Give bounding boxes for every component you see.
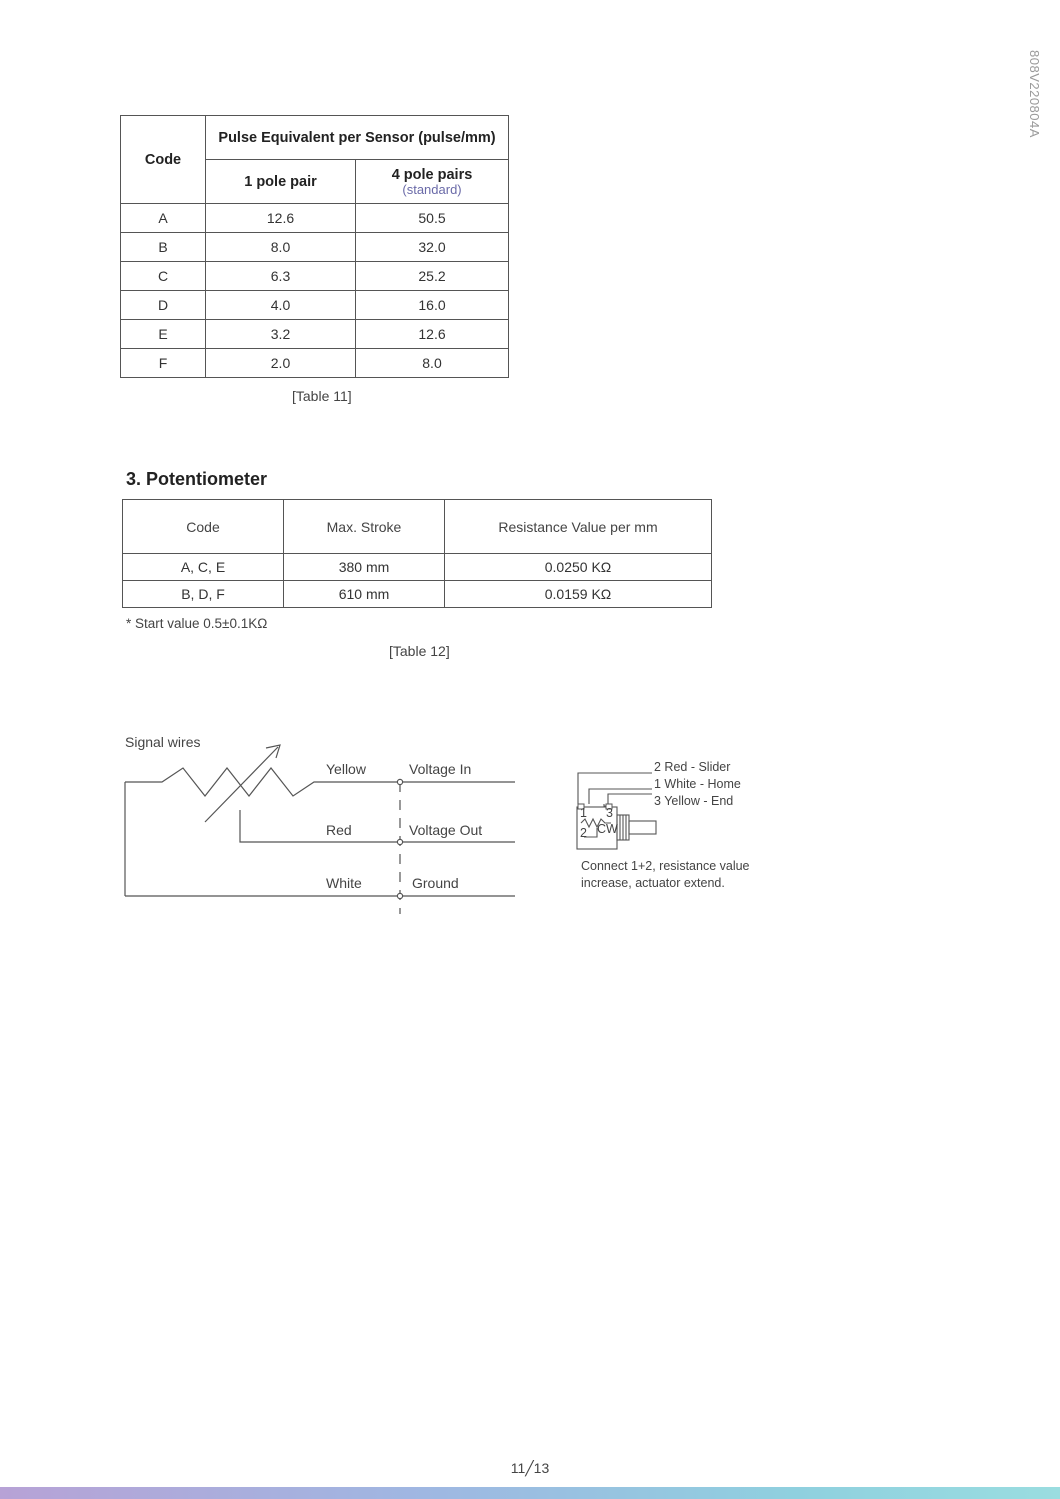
pin-number-label: 2	[580, 826, 587, 840]
code-cell: A	[121, 204, 206, 233]
pin-label: 2 Red - Slider	[654, 760, 731, 774]
signal-wires-title: Signal wires	[125, 734, 201, 750]
table-row	[121, 349, 509, 378]
stroke-cell: 380 mm	[284, 554, 445, 581]
four-pole-value: 50.5	[356, 204, 509, 233]
connect-note-line: Connect 1+2, resistance value	[581, 859, 750, 873]
document-code: 808V220804A	[1027, 50, 1042, 138]
one-pole-value: 4.0	[206, 291, 356, 320]
pin-label: 3 Yellow - End	[654, 794, 734, 808]
stroke-cell: 610 mm	[284, 581, 445, 608]
start-value-note: * Start value 0.5±0.1KΩ	[126, 616, 268, 631]
wire-color-label: White	[326, 875, 362, 891]
one-pole-value: 12.6	[206, 204, 356, 233]
wire-color-label: Yellow	[326, 761, 366, 777]
one-pole-value: 8.0	[206, 233, 356, 262]
code-cell: A, C, E	[123, 554, 284, 581]
table11-caption: [Table 11]	[292, 388, 352, 404]
table12-resistance-header: Resistance Value per mm	[445, 500, 712, 554]
terminal-1	[397, 779, 402, 784]
table-row	[121, 291, 509, 320]
four-pole-value: 25.2	[356, 262, 509, 291]
terminal-2	[397, 839, 402, 844]
four-pole-value: 12.6	[356, 320, 509, 349]
code-cell: E	[121, 320, 206, 349]
connect-note-line: increase, actuator extend.	[581, 876, 725, 890]
table11-four-pole-header	[356, 160, 509, 204]
page-number: 11╱13	[510, 1460, 550, 1476]
one-pole-value: 6.3	[206, 262, 356, 291]
table-row	[123, 581, 712, 608]
wiring-diagram	[0, 700, 1060, 930]
resistance-cell: 0.0159 KΩ	[445, 581, 712, 608]
table12-caption: [Table 12]	[389, 643, 450, 659]
table11-one-pole-header: 1 pole pair	[206, 160, 356, 204]
one-pole-value: 3.2	[206, 320, 356, 349]
code-cell: C	[121, 262, 206, 291]
table-row	[123, 554, 712, 581]
table12-stroke-header: Max. Stroke	[284, 500, 445, 554]
pin-number-label: 1	[580, 806, 587, 820]
table-row	[121, 204, 509, 233]
potentiometer-table	[122, 499, 712, 608]
four-pole-value: 8.0	[356, 349, 509, 378]
code-cell: D	[121, 291, 206, 320]
four-pole-value: 32.0	[356, 233, 509, 262]
table-row	[121, 320, 509, 349]
pin-label: 1 White - Home	[654, 777, 741, 791]
variable-arrow-line	[205, 747, 278, 822]
terminal-3	[397, 893, 402, 898]
pot-shaft	[629, 821, 656, 834]
four-pole-value: 16.0	[356, 291, 509, 320]
four-pole-label: 4 pole pairs	[391, 166, 473, 183]
wire-signal-label: Voltage In	[409, 761, 472, 777]
table11-code-header: Code	[121, 116, 206, 204]
table12-code-header: Code	[123, 500, 284, 554]
wire-signal-label: Voltage Out	[409, 822, 483, 838]
section-title: 3. Potentiometer	[126, 469, 268, 489]
resistance-cell: 0.0250 KΩ	[445, 554, 712, 581]
code-cell: B	[121, 233, 206, 262]
wire-color-label: Red	[326, 822, 352, 838]
pin1-lead	[589, 789, 652, 804]
one-pole-value: 2.0	[206, 349, 356, 378]
table11-group-header: Pulse Equivalent per Sensor (pulse/mm)	[206, 116, 509, 160]
cw-label: CW	[597, 822, 618, 836]
pin-number-label: 3	[606, 806, 613, 820]
table-row	[121, 262, 509, 291]
pulse-equivalent-table	[120, 115, 509, 378]
bottom-gradient-bar	[0, 1487, 1060, 1499]
code-cell: F	[121, 349, 206, 378]
standard-note: (standard)	[402, 181, 462, 197]
wire-signal-label: Ground	[412, 875, 459, 891]
code-cell: B, D, F	[123, 581, 284, 608]
table-row	[121, 233, 509, 262]
